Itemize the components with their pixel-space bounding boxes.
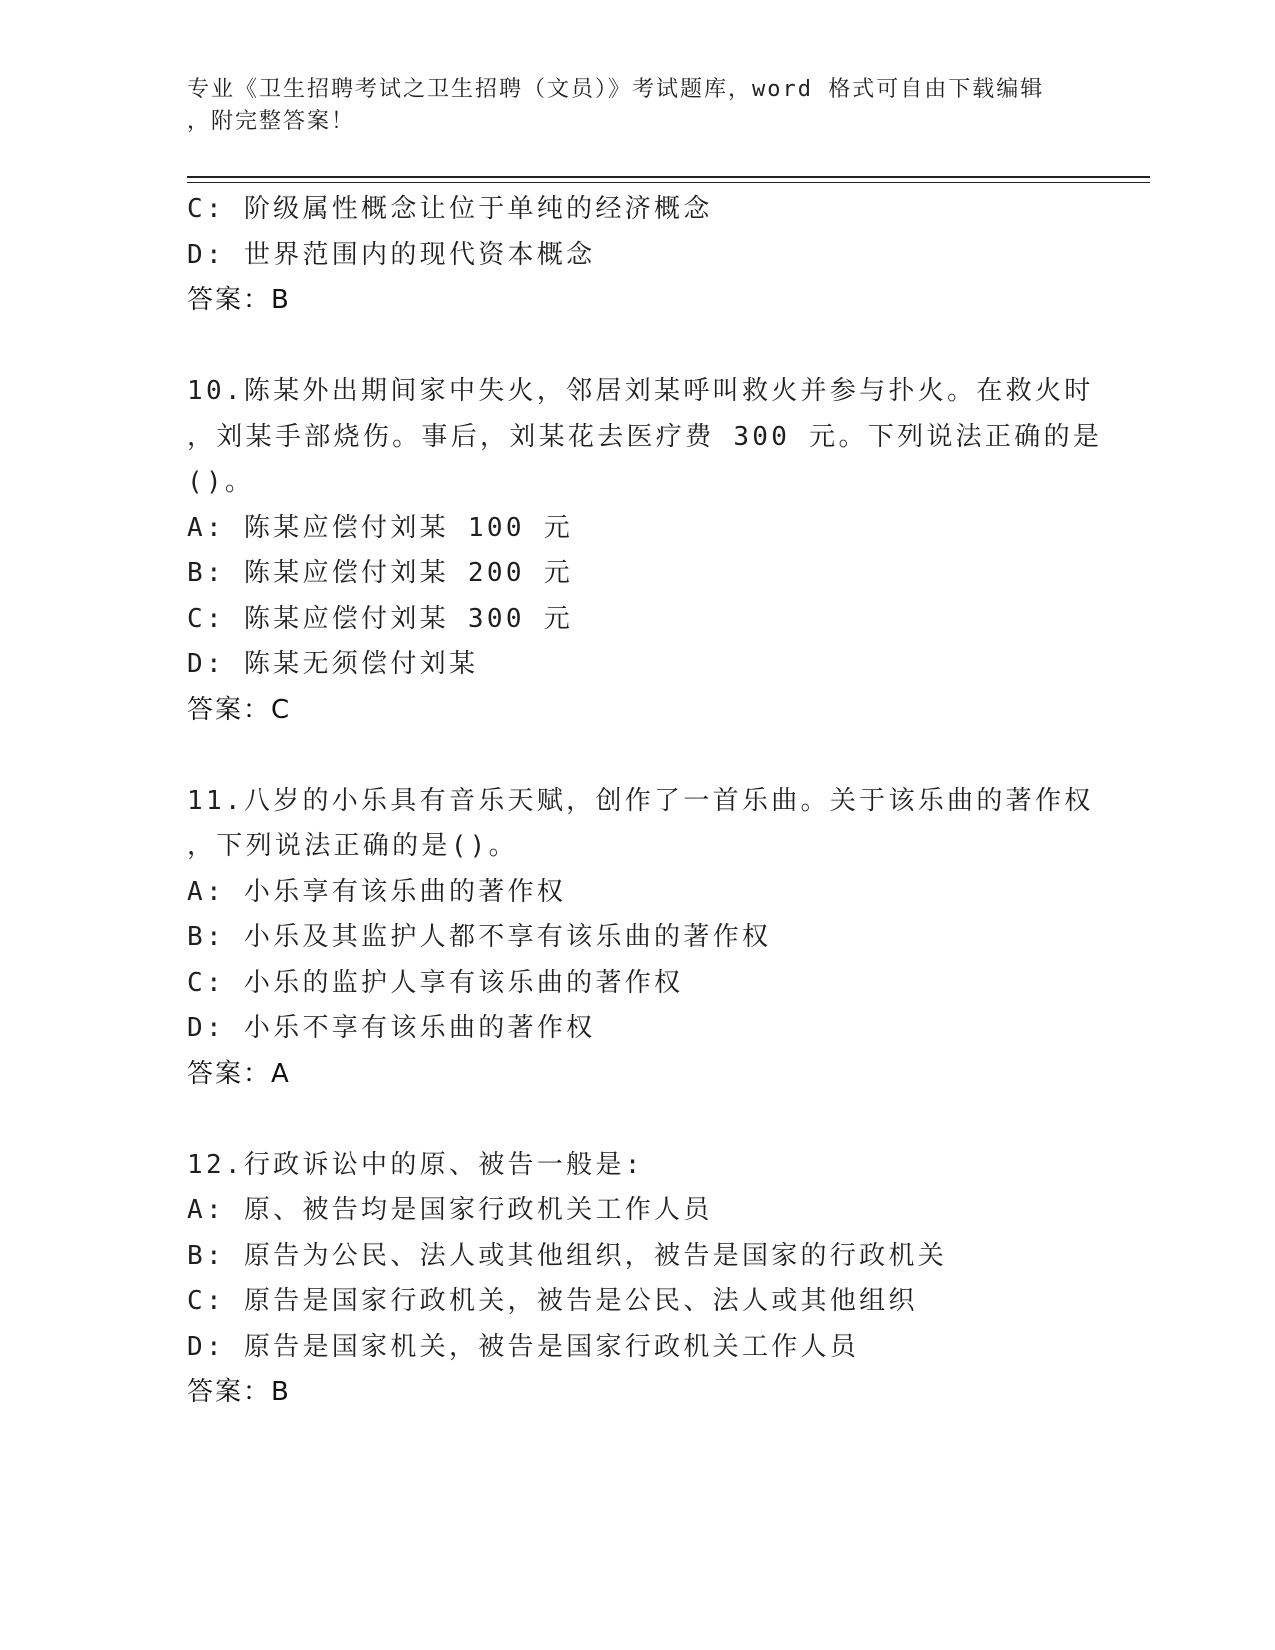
question-stem-line: 10.陈某外出期间家中失火，邻居刘某呼叫救火并参与扑火。在救火时 [187,376,1094,406]
spacer [187,733,1087,779]
option-d: D: 陈某无须偿付刘某 [187,649,479,679]
spacer [187,324,1087,370]
question-stem-line: ，刘某手部烧伤。事后，刘某花去医疗费 300 元。下列说法正确的是 [187,421,1103,452]
option-b: B: 陈某应偿付刘某 200 元 [187,558,574,588]
option-c: C: 小乐的监护人享有该乐曲的著作权 [187,967,684,998]
option-d: D: 原告是国家机关，被告是国家行政机关工作人员 [187,1331,860,1362]
question-stem-line: ()。 [187,467,255,497]
option-d: D: 小乐不享有该乐曲的著作权 [187,1013,596,1043]
option-d: D: 世界范围内的现代资本概念 [187,239,596,270]
option-a: A: 小乐享有该乐曲的著作权 [187,876,567,907]
answer-line: 答案：B [187,285,291,315]
option-c: C: 陈某应偿付刘某 300 元 [187,603,574,634]
question-11 [187,779,1094,1098]
header-divider-thick [187,176,1150,178]
option-a: A: 陈某应偿付刘某 100 元 [187,512,574,543]
option-c: C: 阶级属性概念让位于单纯的经济概念 [187,194,713,224]
question-stem-line: 11.八岁的小乐具有音乐天赋，创作了一首乐曲。关于该乐曲的著作权 [187,785,1094,816]
answer-line: 答案：B [187,1377,291,1407]
spacer [187,1097,1087,1143]
option-a: A: 原、被告均是国家行政机关工作人员 [187,1195,713,1225]
header-divider-thin [187,182,1150,183]
question-list [187,187,1103,1416]
question-stem-line: 12.行政诉讼中的原、被告一般是: [187,1149,644,1180]
answer-line: 答案：C [187,694,292,725]
question-stem-line: ，下列说法正确的是()。 [187,831,518,861]
option-b: B: 原告为公民、法人或其他组织，被告是国家的行政机关 [187,1240,948,1271]
document-header [187,74,1087,138]
header-line-1: 专业《卫生招聘考试之卫生招聘（文员）》考试题库，word 格式可自由下载编辑 [187,77,1045,102]
option-b: B: 小乐及其监护人都不享有该乐曲的著作权 [187,922,772,952]
header-line-2: ，附完整答案！ [187,109,356,134]
question-9-tail [187,187,1087,324]
question-12 [187,1143,1087,1416]
option-c: C: 原告是国家行政机关，被告是公民、法人或其他组织 [187,1286,918,1316]
question-10 [187,369,1103,733]
answer-line: 答案：A [187,1058,291,1089]
